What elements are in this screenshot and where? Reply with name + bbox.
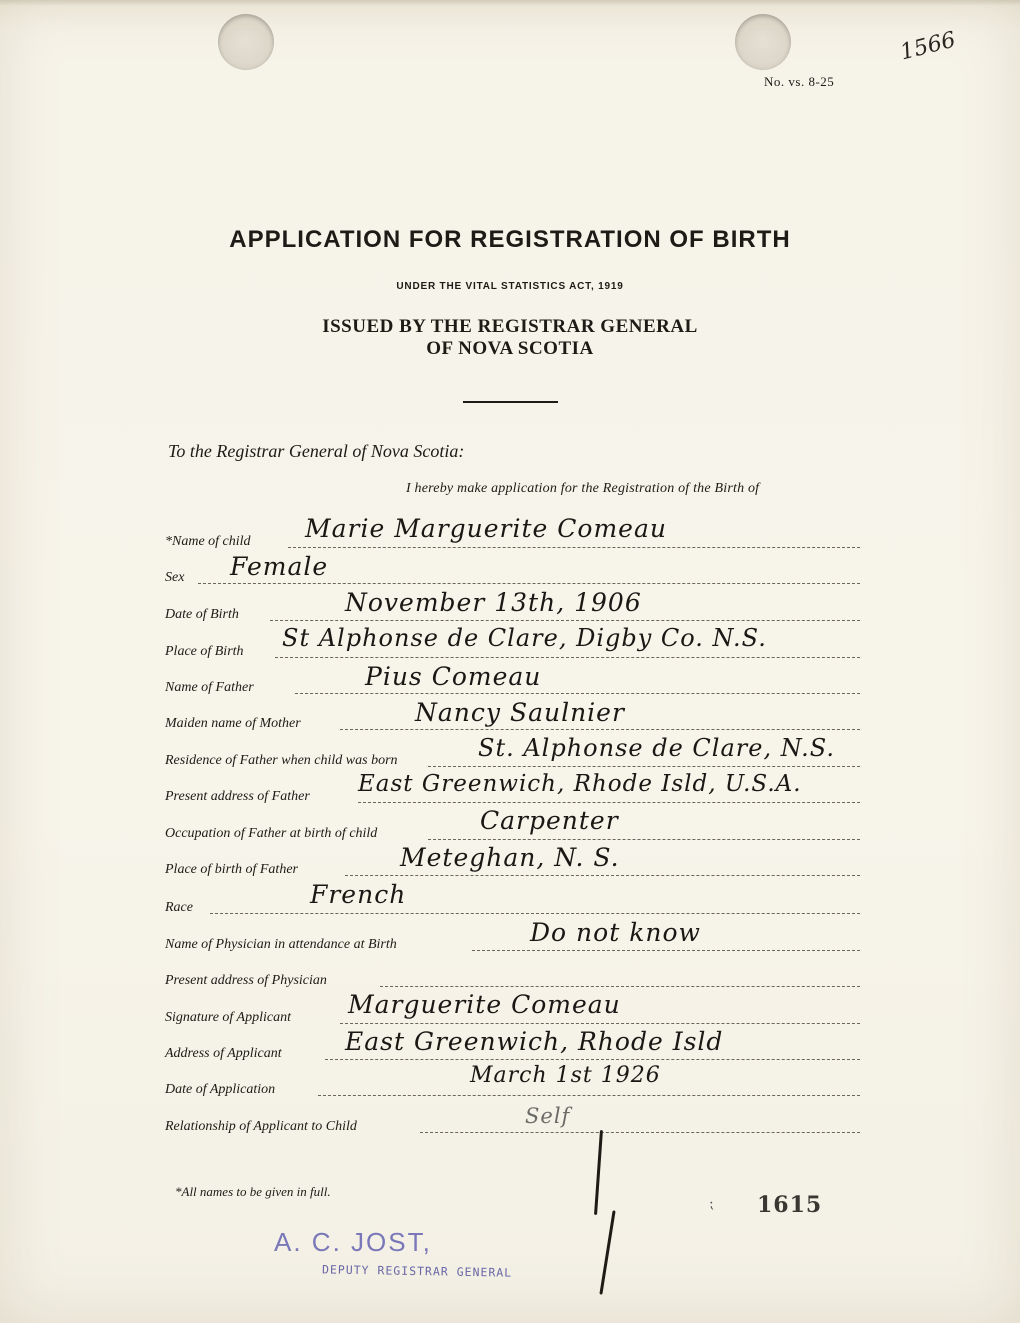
footnote: *All names to be given in full. — [175, 1184, 331, 1199]
pen-stroke — [599, 1210, 615, 1294]
field-label: Sex — [165, 570, 185, 585]
value-address-of-applicant: East Greenwich, Rhode Isld — [345, 1027, 724, 1056]
field-line — [472, 950, 860, 951]
value-name-of-father: Pius Comeau — [365, 662, 542, 691]
stamp-title: DEPUTY REGISTRAR GENERAL — [321, 1262, 513, 1280]
stamp-name: A. C. JOST, — [274, 1227, 432, 1257]
field-line — [325, 1059, 860, 1060]
field-physician-name — [165, 931, 860, 955]
field-line — [420, 1132, 860, 1133]
field-line — [288, 547, 860, 548]
form-subtitle: UNDER THE VITAL STATISTICS ACT, 1919 — [396, 281, 624, 292]
salutation: To the Registrar General of Nova Scotia: — [168, 441, 465, 461]
value-race: French — [310, 880, 407, 909]
issuer-block — [0, 316, 1020, 360]
field-label: Race — [165, 900, 193, 915]
field-label: Occupation of Father at birth of child — [165, 826, 378, 841]
issuer-line-1: ISSUED BY THE REGISTRAR GENERAL — [322, 316, 698, 337]
field-race — [165, 894, 860, 918]
field-line — [428, 839, 860, 840]
field-label: Date of Birth — [165, 607, 239, 622]
value-present-address-of-father: East Greenwich, Rhode Isld, U.S.A. — [358, 771, 802, 797]
field-line — [318, 1095, 860, 1096]
value-place-of-birth: St Alphonse de Clare, Digby Co. N.S. — [282, 624, 767, 652]
field-line — [345, 875, 860, 876]
value-date-of-application: March 1st 1926 — [470, 1063, 661, 1088]
pen-stroke — [594, 1130, 603, 1215]
field-label: Present address of Physician — [165, 973, 327, 988]
field-label: *Name of child — [165, 534, 251, 549]
value-maiden-name-of-mother: Nancy Saulnier — [415, 698, 625, 727]
field-label: Place of Birth — [165, 644, 244, 659]
field-line — [210, 913, 860, 914]
field-label: Place of birth of Father — [165, 862, 298, 877]
value-date-of-birth: November 13th, 1906 — [345, 588, 642, 617]
punch-hole-right — [735, 14, 791, 70]
field-label: Name of Father — [165, 680, 254, 695]
field-label: Relationship of Applicant to Child — [165, 1119, 357, 1134]
issuer-line-2: OF NOVA SCOTIA — [426, 338, 594, 359]
field-label: Residence of Father when child was born — [165, 753, 398, 768]
document-number: 1615 — [757, 1192, 823, 1218]
value-relationship-to-child: Self — [525, 1104, 571, 1128]
field-line — [275, 657, 860, 658]
value-name-of-child: Marie Marguerite Comeau — [305, 514, 667, 543]
field-line — [340, 729, 860, 730]
page-top-edge — [0, 0, 1020, 6]
field-label: Present address of Father — [165, 789, 310, 804]
field-relationship-to-child — [165, 1113, 860, 1137]
value-sex: Female — [230, 552, 329, 581]
value-physician-name: Do not know — [530, 918, 701, 947]
value-place-of-birth-of-father: Meteghan, N. S. — [400, 843, 620, 872]
field-line — [380, 986, 860, 987]
field-label: Maiden name of Mother — [165, 716, 301, 731]
form-code: No. vs. 8-25 — [764, 74, 835, 89]
field-label: Name of Physician in attendance at Birth — [165, 937, 397, 952]
intro-text: I hereby make application for the Registration of the Birth of — [406, 481, 760, 496]
field-line — [340, 1023, 860, 1024]
value-signature-of-applicant: Marguerite Comeau — [348, 990, 621, 1019]
field-line — [358, 802, 860, 803]
form-title: APPLICATION FOR REGISTRATION OF BIRTH — [229, 226, 791, 253]
value-residence-of-father: St. Alphonse de Clare, N.S. — [478, 734, 836, 762]
field-line — [198, 583, 860, 584]
field-label: Signature of Applicant — [165, 1010, 291, 1025]
title-divider — [463, 401, 558, 403]
value-occupation-of-father: Carpenter — [480, 806, 619, 835]
number-mark: ⁏ — [709, 1197, 714, 1212]
field-label: Date of Application — [165, 1082, 276, 1097]
field-line — [295, 693, 860, 694]
handwritten-file-number: 1566 — [897, 27, 959, 66]
punch-hole-left — [218, 14, 274, 70]
field-physician-address — [165, 967, 860, 991]
field-line — [428, 766, 860, 767]
field-line — [270, 620, 860, 621]
field-label: Address of Applicant — [165, 1046, 282, 1061]
